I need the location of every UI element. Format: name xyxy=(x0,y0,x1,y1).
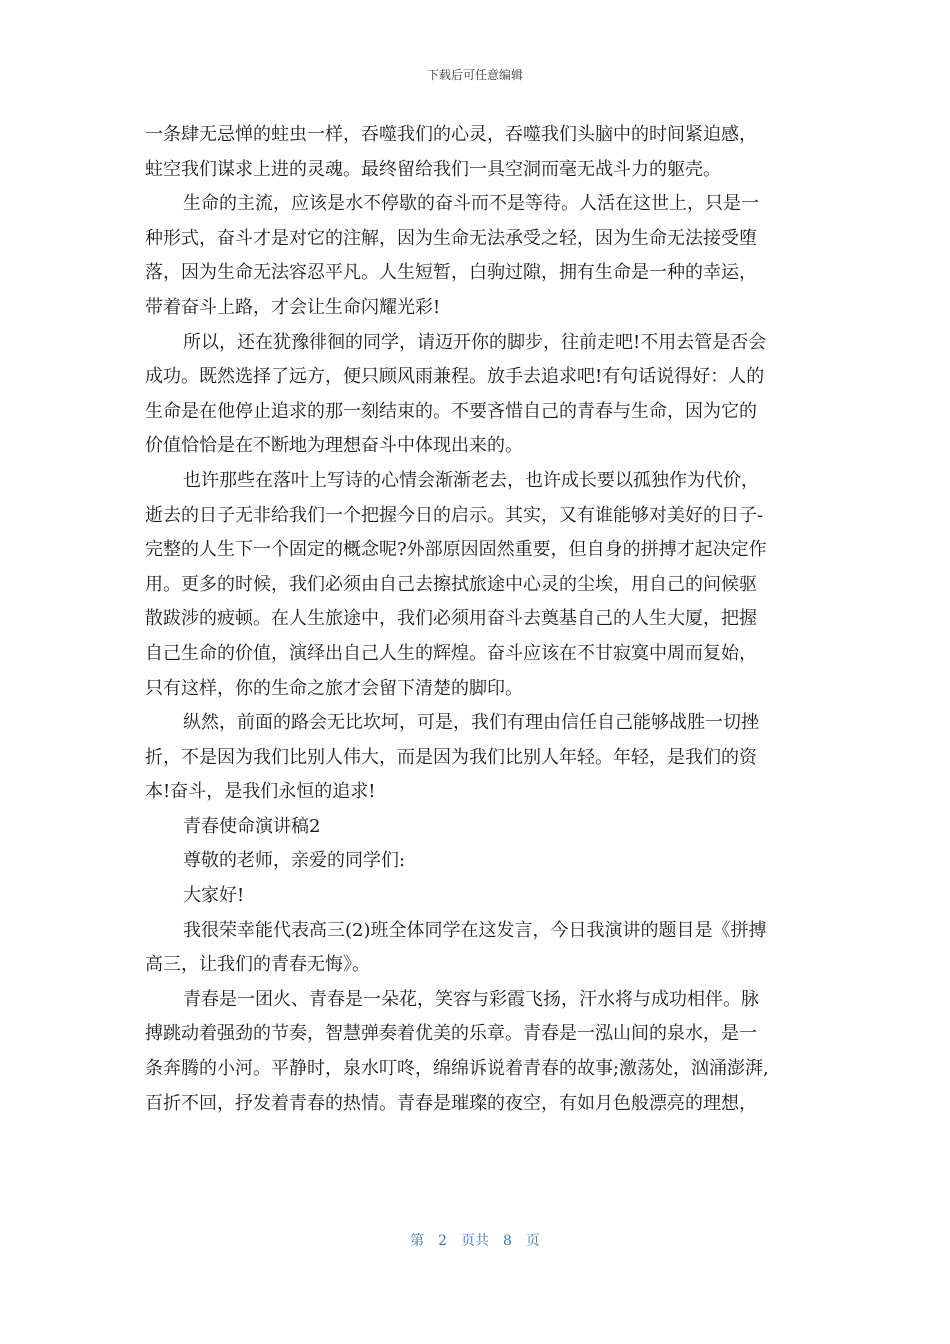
text-line: 逝去的日子无非给我们一个把握今日的启示。其实，又有谁能够对美好的日子- xyxy=(145,504,764,526)
text-line: 种形式，奋斗才是对它的注解，因为生命无法承受之轻，因为生命无法接受堕 xyxy=(145,227,757,249)
footer-part: 第 xyxy=(410,1233,425,1249)
text-line: 散跋涉的疲顿。在人生旅途中，我们必须用奋斗去奠基自己的人生大厦，把握 xyxy=(145,608,757,630)
text-line: 折，不是因为我们比别人伟大，而是因为我们比别人年轻。年轻，是我们的资 xyxy=(145,746,757,768)
text-line: 只有这样，你的生命之旅才会留下清楚的脚印。 xyxy=(145,677,523,699)
text-line: 所以，还在犹豫徘徊的同学，请迈开你的脚步，往前走吧!不用去管是否会 xyxy=(183,331,767,353)
text-line: 搏跳动着强劲的节奏，智慧弹奏着优美的乐章。青春是一泓山间的泉水，是一 xyxy=(145,1023,757,1045)
text-line: 带着奋斗上路，才会让生命闪耀光彩! xyxy=(145,296,441,318)
text-line: 完整的人生下一个固定的概念呢?外部原因固然重要，但自身的拼搏才起决定作 xyxy=(145,539,767,561)
text-line: 也许那些在落叶上写诗的心情会渐渐老去，也许成长要以孤独作为代价， xyxy=(183,469,759,491)
text-line: 自己生命的价值，演绎出自己人生的辉煌。奋斗应该在不甘寂寞中周而复始， xyxy=(145,642,757,664)
text-line: 生命是在他停止追求的那一刻结束的。不要吝惜自己的青春与生命，因为它的 xyxy=(145,400,757,422)
current-page-number: 2 xyxy=(438,1233,447,1249)
section-title: 青春使命演讲稿2 xyxy=(183,815,321,837)
text-line: 用。更多的时候，我们必须由自己去擦拭旅途中心灵的尘埃，用自己的问候驱 xyxy=(145,573,757,595)
footer-part: 页 xyxy=(525,1233,540,1249)
salutation: 尊敬的老师，亲爱的同学们: xyxy=(183,850,406,872)
text-line: 青春是一团火、青春是一朵花，笑容与彩霞飞扬，汗水将与成功相伴。脉 xyxy=(183,988,759,1010)
text-line: 生命的主流，应该是水不停歇的奋斗而不是等待。人活在这世上，只是一 xyxy=(183,193,759,215)
text-line: 条奔腾的小河。平静时，泉水叮咚，绵绵诉说着青春的故事;激荡处，汹涌澎湃, xyxy=(145,1058,769,1080)
text-line: 我很荣幸能代表高三(2)班全体同学在这发言，今日我演讲的题目是《拼搏 xyxy=(183,919,767,941)
text-line: 纵然，前面的路会无比坎坷，可是，我们有理由信任自己能够战胜一切挫 xyxy=(183,712,759,734)
document-body xyxy=(145,118,807,1121)
text-line: 高三，让我们的青春无悔》。 xyxy=(145,954,370,976)
text-line: 一条肆无忌惮的蛀虫一样，吞噬我们的心灵，吞噬我们头脑中的时间紧迫感， xyxy=(145,124,757,145)
text-line: 成功。既然选择了远方，便只顾风雨兼程。放手去追求吧!有句话说得好：人的 xyxy=(145,366,765,388)
page-footer xyxy=(0,1230,950,1250)
text-line: 百折不回，抒发着青春的热情。青春是璀璨的夜空，有如月色般漂亮的理想， xyxy=(145,1092,757,1114)
text-line: 本!奋斗，是我们永恒的追求! xyxy=(145,781,376,803)
footer-part: 页共 xyxy=(461,1233,489,1249)
total-page-count: 8 xyxy=(503,1233,512,1249)
greeting: 大家好! xyxy=(183,885,245,907)
text-line: 价值恰恰是在不断地为理想奋斗中体现出来的。 xyxy=(145,435,523,457)
text-line: 落，因为生命无法容忍平凡。人生短暂，白驹过隙，拥有生命是一种的幸运， xyxy=(145,262,757,284)
text-line: 蛀空我们谋求上进的灵魂。最终留给我们一具空洞而毫无战斗力的躯壳。 xyxy=(145,158,721,180)
page-header: 下载后可任意编辑 xyxy=(426,68,523,82)
